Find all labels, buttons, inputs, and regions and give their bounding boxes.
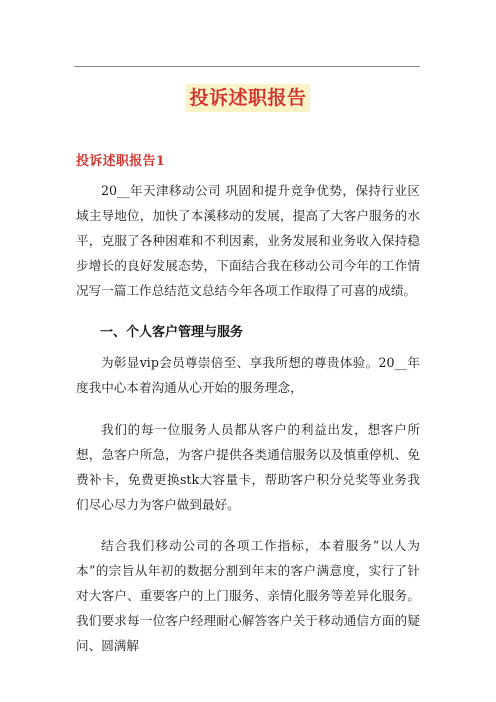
paragraph-service-staff: 我们的每一位服务人员都从客户的利益出发，想客户所想，急客户所急，为客户提供各类通信服务以及慎重停机、免费补卡，免费更换stk大容量卡，帮助客户积分兑奖等业务我们尽心尽力为客户做到最好。 xyxy=(76,422,420,512)
paragraph-vip-service: 为彰显vip会员尊崇倍至、享我所想的尊贵体验。20__年度我中心本着沟通从心开始的服务理念， xyxy=(76,355,420,395)
paragraph-work-targets: 结合我们移动公司的各项工作指标，本着服务“以人为本”的宗旨从年初的数据分割到年末的客户满意度，实行了针对大客户、重要客户的上门服务、亲情化服务等差异化服务。我们要求每一位客户经理耐心解答客户关于移动通信方面的疑问、圆满解 xyxy=(76,538,420,653)
title-container xyxy=(0,84,496,112)
section-heading: 投诉述职报告1 xyxy=(76,154,166,169)
subheading-customer-management: 一、个人客户管理与服务 xyxy=(100,325,244,340)
document-title: 投诉述职报告 xyxy=(186,84,309,112)
paragraph-intro: 20__年天津移动公司 巩固和提升竞争优势，保持行业区域主导地位，加快了本溪移动的发展，提高了大客户服务的水平，克服了各种困难和不利因素，业务发展和业务收入保持稳步增长的良好发展态势，下面结合我在移动公司今年的工作情况写一篇工作总结范文总结今年各项工作取得了可喜的成绩。 xyxy=(76,183,420,298)
header-rule xyxy=(74,66,420,67)
